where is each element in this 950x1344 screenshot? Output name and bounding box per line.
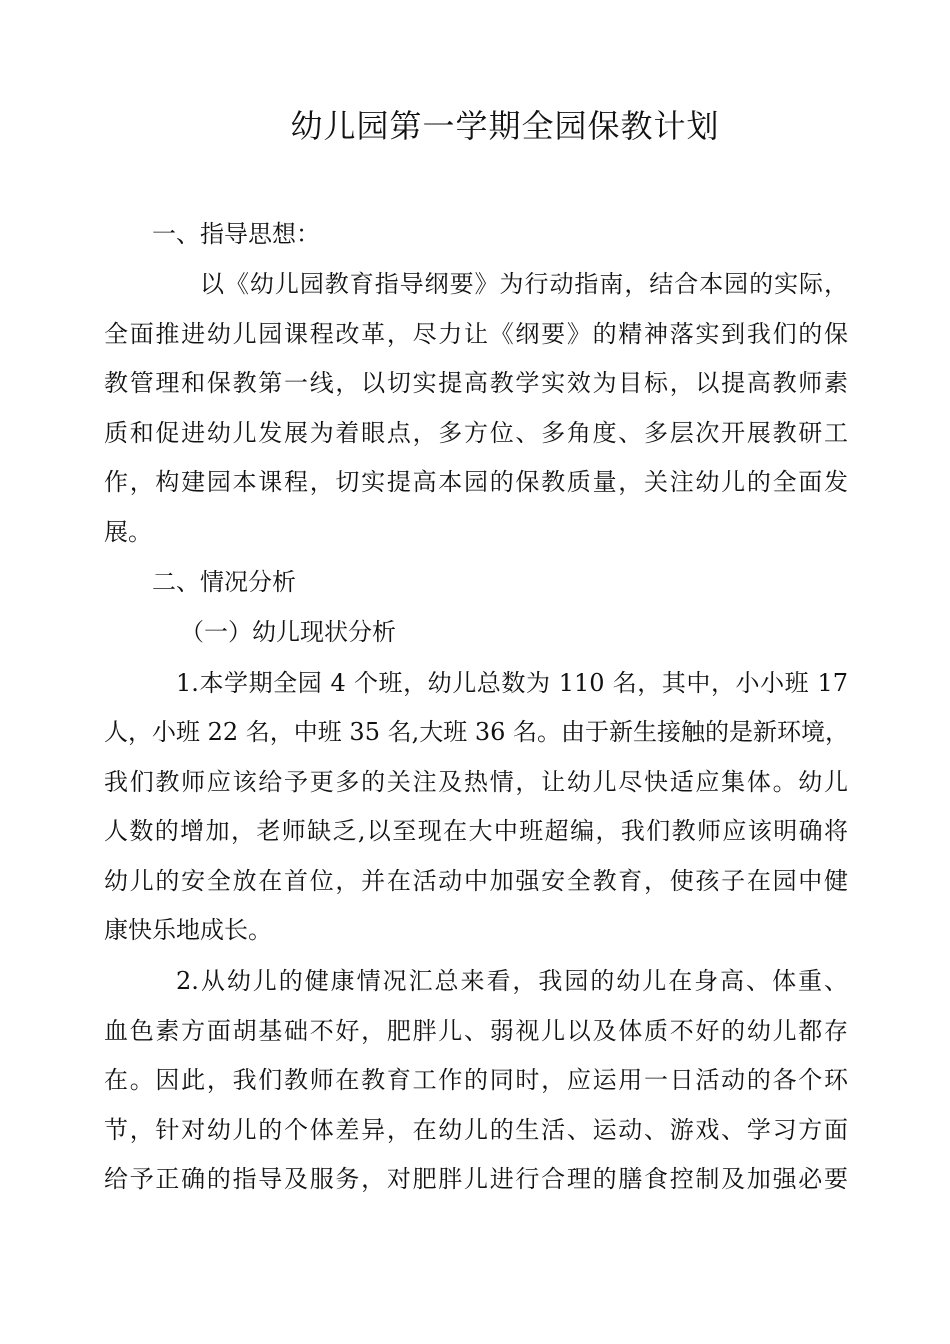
section-heading-guiding-ideology: 一、指导思想：: [152, 220, 320, 248]
paragraph-line: 康快乐地成长。: [104, 916, 272, 944]
paragraph-line: 人，小班 22 名，中班 35 名,大班 36 名。由于新生接触的是新环境，: [104, 718, 850, 746]
paragraph-line: 人数的增加，老师缺乏,以至现在大中班超编，我们教师应该明确将: [104, 817, 848, 845]
paragraph-line: 我们教师应该给予更多的关注及热情，让幼儿尽快适应集体。幼儿: [104, 768, 848, 796]
paragraph-line: 幼儿的安全放在首位，并在活动中加强安全教育，使孩子在园中健: [104, 867, 848, 895]
paragraph-line: 节，针对幼儿的个体差异，在幼儿的生活、运动、游戏、学习方面: [104, 1116, 848, 1144]
paragraph-line: 2.从幼儿的健康情况汇总来看，我园的幼儿在身高、体重、: [176, 967, 848, 995]
paragraph-line: 给予正确的指导及服务，对肥胖儿进行合理的膳食控制及加强必要: [104, 1165, 848, 1193]
paragraph-line: 展。: [104, 518, 152, 546]
document-title: 幼儿园第一学期全园保教计划: [290, 107, 720, 145]
subsection-heading-children-status: （一）幼儿现状分析: [180, 618, 396, 646]
paragraph-line: 血色素方面胡基础不好，肥胖儿、弱视儿以及体质不好的幼儿都存: [104, 1017, 848, 1045]
paragraph-line: 作，构建园本课程，切实提高本园的保教质量，关注幼儿的全面发: [104, 468, 848, 496]
paragraph-line: 全面推进幼儿园课程改革，尽力让《纲要》的精神落实到我们的保: [104, 320, 848, 348]
paragraph-line: 教管理和保教第一线，以切实提高教学实效为目标，以提高教师素: [104, 369, 848, 397]
section-heading-situation-analysis: 二、情况分析: [152, 568, 296, 596]
paragraph-line: 在。因此，我们教师在教育工作的同时，应运用一日活动的各个环: [104, 1066, 848, 1094]
paragraph-line: 以《幼儿园教育指导纲要》为行动指南，结合本园的实际，: [200, 270, 848, 298]
paragraph-line: 1.本学期全园 4 个班，幼儿总数为 110 名，其中，小小班 17: [176, 669, 848, 697]
paragraph-line: 质和促进幼儿发展为着眼点，多方位、多角度、多层次开展教研工: [104, 419, 848, 447]
